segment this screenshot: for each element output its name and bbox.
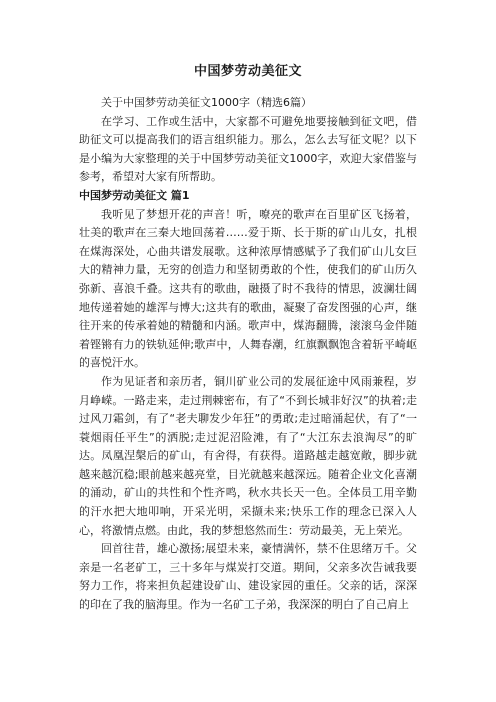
body-paragraph-3: 回首往昔，雄心激扬;展望未来，豪情满怀，禁不住思绪万千。父亲是一名老矿工，三十多年与煤炭打交道。期间，父亲多次告诫我要努力工作，将来担负起建设矿山、建设家园的重任。父亲的话，深深的印在了我的脑海里。作为一名矿工子弟，我深深的明白了自己肩上 xyxy=(79,542,417,612)
intro-line: 关于中国梦劳动美征文1000字（精选6篇） xyxy=(101,96,312,109)
body-paragraph-1: 我听见了梦想开花的声音！听，嘹亮的歌声在百里矿区飞扬着，壮美的歌声在三秦大地回荡着……爱于斯、长于斯的矿山儿女，扎根在煤海深处，心曲共谱发展歌。这种浓厚情感赋予了我们矿山儿女巨大的精神力量，无穷的创造力和坚韧勇敢的个性，使我们的矿山历久弥新、喜浪千叠。这共有的歌曲，融摄了时不我待的情思，波澜壮阔地传递着她的雄浑与博大;这共有的歌曲，凝聚了奋发图强的心声，继往开来的传承着她的精髓和内涵。歌声中，煤海翻腾，滚滚乌金伴随着铿锵有力的铁轨延伸;歌声中，人舞春潮，红旗飘飘饱含着斩平崎岖的喜悦汗水。 xyxy=(79,207,417,370)
lead-paragraph: 在学习、工作或生活中，大家都不可避免地要接触到征文吧，借助征文可以提高我们的语言组织能力。那么，怎么去写征文呢？以下是小编为大家整理的关于中国梦劳动美征文1000字，欢迎大家借鉴与参考，希望对大家有所帮助。 xyxy=(79,114,417,184)
document-body xyxy=(79,94,417,615)
body-paragraph-2: 作为见证者和亲历者，铜川矿业公司的发展征途中风雨兼程，岁月峥嵘。一路走来，走过荆棘密布，有了“不到长城非好汉”的执着;走过风刀霜剑，有了“老夫聊发少年狂”的勇敢;走过暗涌起伏，有了“一蓑烟雨任平生”的洒脱;走过泥沼险滩，有了“大江东去浪淘尽”的旷达。凤凰涅槃后的矿山，有舍得，有获得。道路越走越宽敞，脚步就越来越沉稳;眼前越来越亮堂，目光就越来越深远。随着企业文化喜潮的涌动，矿山的共性和个性齐鸣，秋水共长天一色。全体员工用辛勤的汗水把大地叩响，开采光明，采撷未来;快乐工作的理念已深入人心，将激情点燃。由此，我的梦想悠然而生：劳动最美，无上荣光。 xyxy=(79,374,417,537)
section-heading: 中国梦劳动美征文 篇1 xyxy=(79,188,190,202)
document-title: 中国梦劳动美征文 xyxy=(193,64,302,79)
